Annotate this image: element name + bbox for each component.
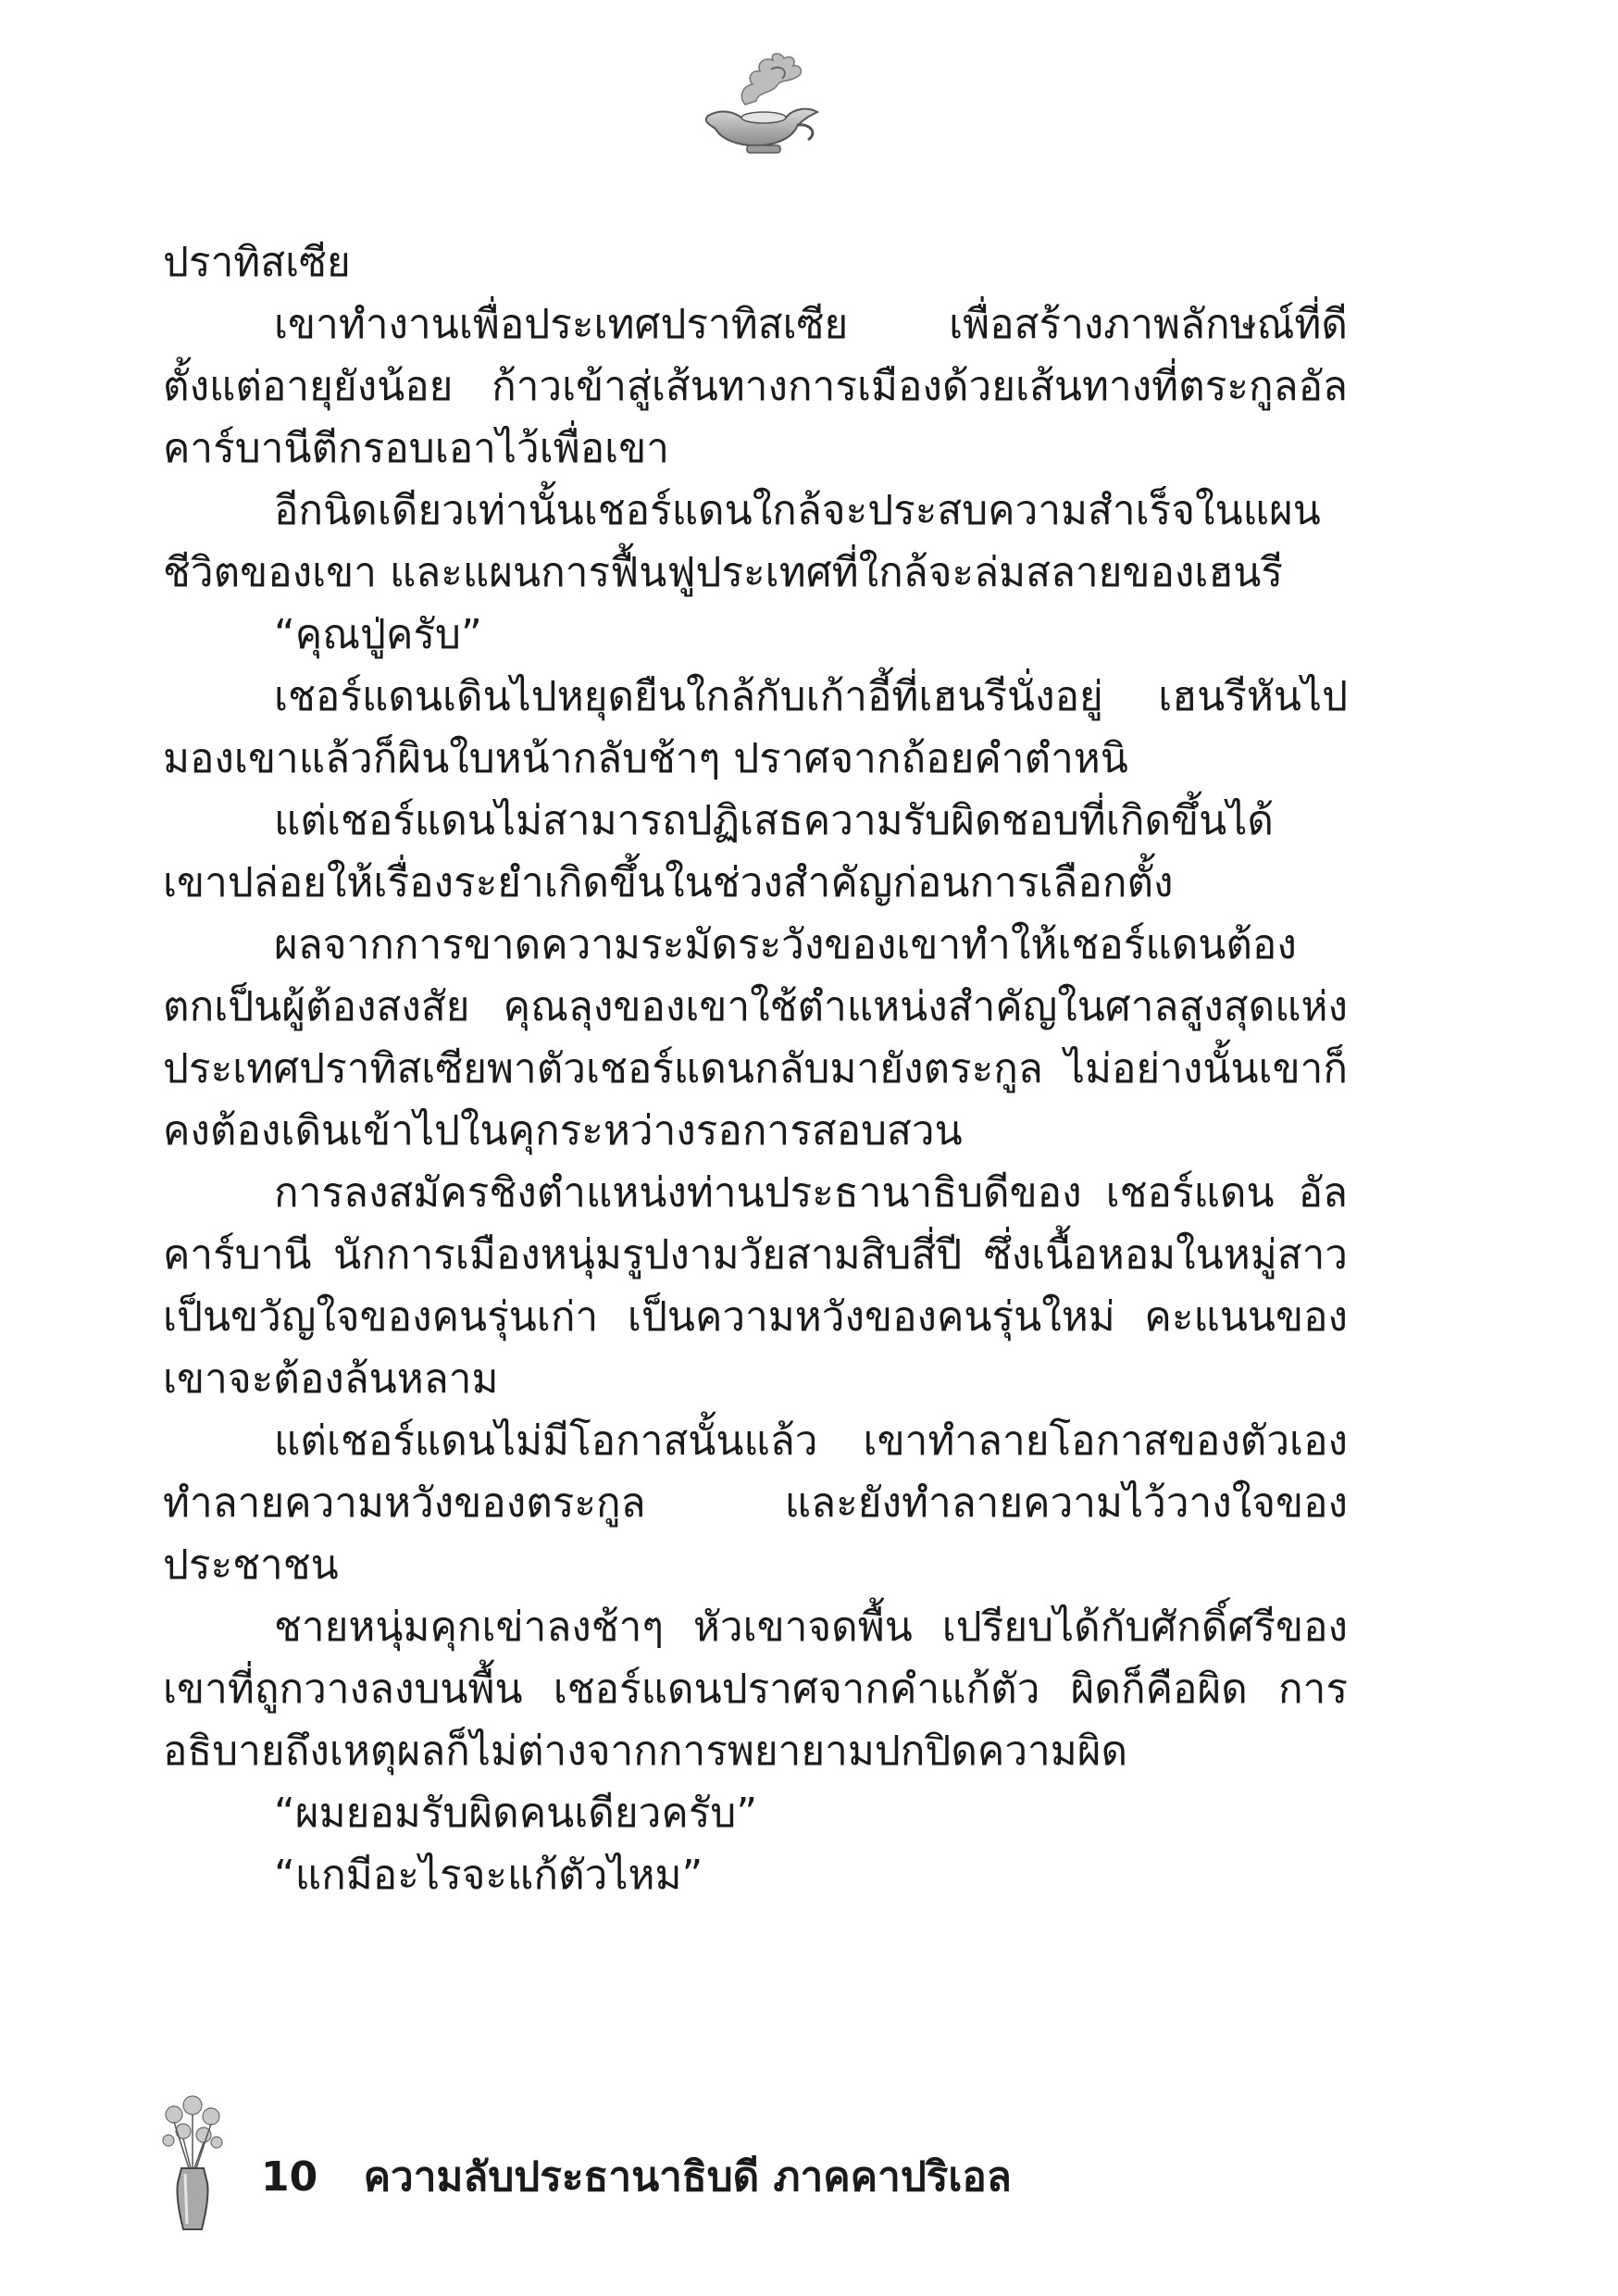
- genie-lamp-icon: [690, 51, 828, 157]
- paragraph: การลงสมัครชิงตำแหน่งท่านประธานาธิบดีของ เชอร์แดน อัล คาร์บานี นักการเมืองหนุ่มรูปงามวัยสามสิบสี่ปี ซึ่งเนื้อหอมในหมู่สาวเป็นขวัญใจของคนรุ่นเก่า เป็นความหวังของคนรุ่นใหม่ คะแนนของเขาจะต้องล้นหลาม: [163, 1169, 1348, 1403]
- paragraph: เขาทำงานเพื่อประเทศปราทิสเซีย เพื่อสร้างภาพลักษณ์ที่ดีตั้งแต่อายุยังน้อย ก้าวเข้าสู่เส้นทางการเมืองด้วยเส้นทางที่ตระกูลอัล คาร์บานีตีกรอบเอาไว้เพื่อเขา: [163, 301, 1348, 472]
- page-number: 10: [261, 2153, 318, 2201]
- paragraph: ผลจากการขาดความระมัดระวังของเขาทำให้เชอร์แดนต้องตกเป็นผู้ต้องสงสัย คุณลุงของเขาใช้ตำแหน่งสำคัญในศาลสูงสุดแห่งประเทศปราทิสเซียพาตัวเชอร์แดนกลับมายังตระกูล ไม่อย่างนั้นเขาก็คงต้องเดินเข้าไปในคุกระหว่างรอการสอบสวน: [163, 921, 1348, 1154]
- paragraph: “แกมีอะไรจะแก้ตัวไหม”: [274, 1852, 703, 1899]
- paragraph: “ผมยอมรับผิดคนเดียวครับ”: [274, 1790, 758, 1837]
- paragraph: อีกนิดเดียวเท่านั้นเชอร์แดนใกล้จะประสบความสำเร็จในแผนชีวิตของเขา และแผนการฟื้นฟูประเทศที่ใกล้จะล่มสลายของเฮนรี: [163, 487, 1321, 596]
- footer: [261, 2150, 1012, 2205]
- body-text: [163, 231, 1348, 1906]
- paragraph: ปราทิสเซีย: [163, 239, 351, 286]
- paragraph: “คุณปู่ครับ”: [274, 611, 482, 658]
- flower-vase-icon: [156, 2094, 230, 2233]
- book-title: ความลับประธานาธิบดี ภาคคาปริเอล: [363, 2153, 1012, 2201]
- paragraph: แต่เชอร์แดนไม่สามารถปฏิเสธความรับผิดชอบที่เกิดขึ้นได้ เขาปล่อยให้เรื่องระยำเกิดขึ้นในช่วงสำคัญก่อนการเลือกตั้ง: [163, 797, 1274, 906]
- paragraph: เชอร์แดนเดินไปหยุดยืนใกล้กับเก้าอี้ที่เฮนรีนั่งอยู่ เฮนรีหันไปมองเขาแล้วก็ผินใบหน้ากลับช้าๆ ปราศจากถ้อยคำตำหนิ: [163, 673, 1348, 782]
- paragraph: ชายหนุ่มคุกเข่าลงช้าๆ หัวเขาจดพื้น เปรียบได้กับศักดิ์ศรีของเขาที่ถูกวางลงบนพื้น เชอร์แดนปราศจากคำแก้ตัว ผิดก็คือผิด การอธิบายถึงเหตุผลก็ไม่ต่างจากการพยายามปกปิดความผิด: [163, 1603, 1348, 1775]
- paragraph: แต่เชอร์แดนไม่มีโอกาสนั้นแล้ว เขาทำลายโอกาสของตัวเองทำลายความหวังของตระกูล และยังทำลายความไว้วางใจของประชาชน: [163, 1417, 1348, 1589]
